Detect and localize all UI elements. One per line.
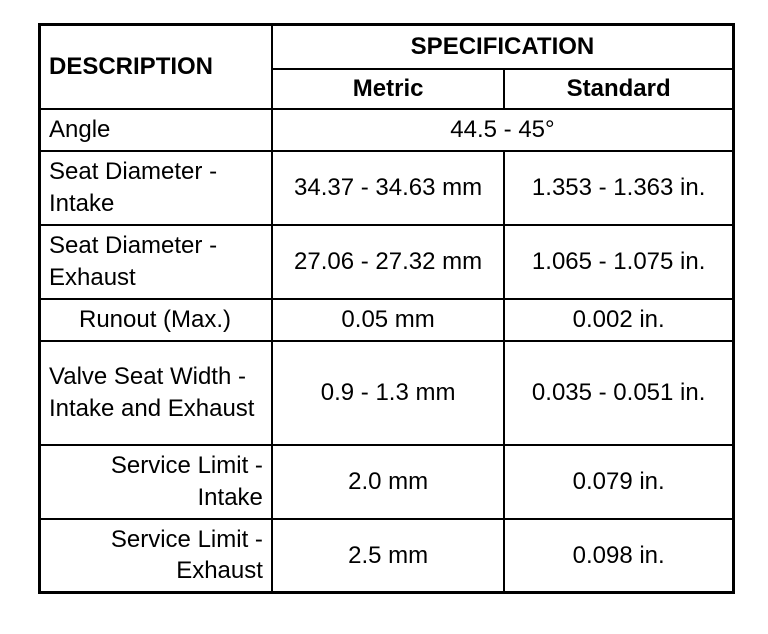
metric-header: Metric — [272, 69, 504, 109]
table-row — [40, 225, 734, 299]
row-description: Valve Seat Width - Intake and Exhaust — [40, 341, 272, 445]
row-description: Seat Diameter - Intake — [40, 151, 272, 225]
valve-seat-spec-table — [38, 23, 735, 594]
table-row — [40, 445, 734, 519]
row-metric-value: 2.0 mm — [272, 445, 504, 519]
row-standard-value: 0.002 in. — [504, 299, 733, 341]
row-standard-value: 0.035 - 0.051 in. — [504, 341, 733, 445]
table-row — [40, 109, 734, 151]
row-standard-value: 0.098 in. — [504, 519, 733, 593]
row-metric-value: 0.05 mm — [272, 299, 504, 341]
row-metric-value: 34.37 - 34.63 mm — [272, 151, 504, 225]
table-row — [40, 341, 734, 445]
row-metric-value: 2.5 mm — [272, 519, 504, 593]
specification-header: SPECIFICATION — [272, 25, 734, 69]
row-description: Runout (Max.) — [40, 299, 272, 341]
row-metric-value: 0.9 - 1.3 mm — [272, 341, 504, 445]
row-description: Service Limit - Intake — [40, 445, 272, 519]
description-header: DESCRIPTION — [40, 25, 272, 109]
row-standard-value: 1.353 - 1.363 in. — [504, 151, 733, 225]
row-description: Angle — [40, 109, 272, 151]
row-metric-value: 27.06 - 27.32 mm — [272, 225, 504, 299]
table-row — [40, 299, 734, 341]
standard-header: Standard — [504, 69, 733, 109]
header-row-1 — [40, 25, 734, 69]
table-row — [40, 151, 734, 225]
row-standard-value: 0.079 in. — [504, 445, 733, 519]
table-row — [40, 519, 734, 593]
row-description: Service Limit - Exhaust — [40, 519, 272, 593]
row-combined-value: 44.5 - 45° — [272, 109, 734, 151]
row-description: Seat Diameter - Exhaust — [40, 225, 272, 299]
row-standard-value: 1.065 - 1.075 in. — [504, 225, 733, 299]
